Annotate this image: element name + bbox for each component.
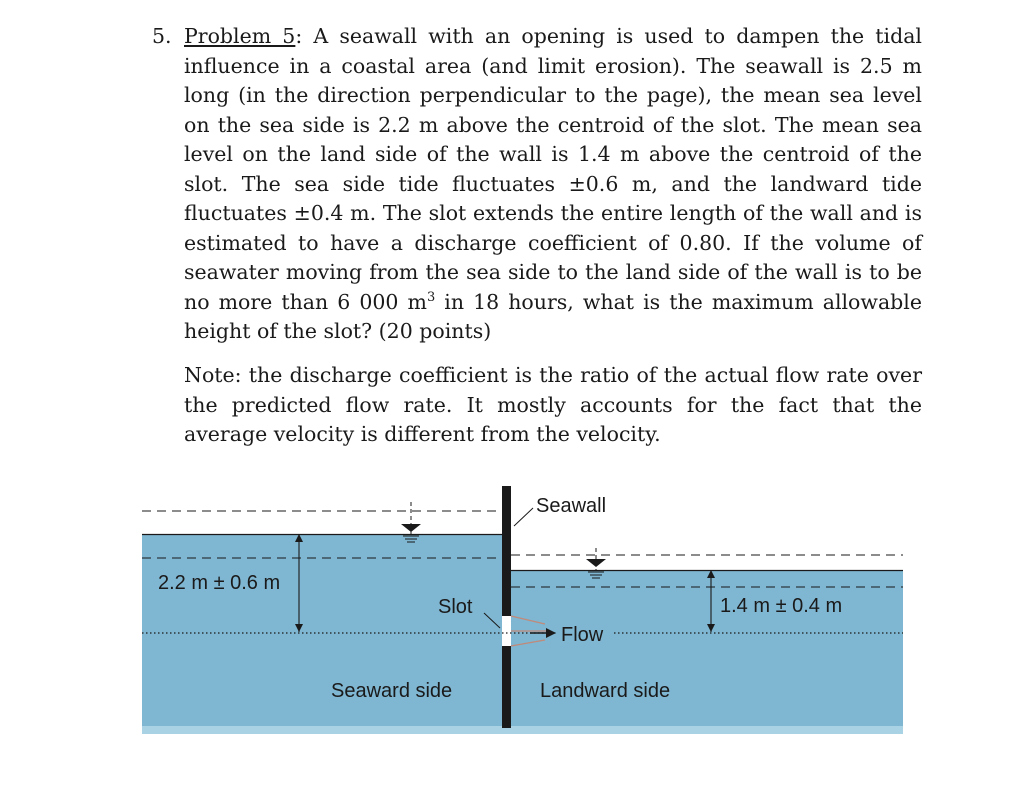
seawall-leader — [514, 508, 533, 526]
seawall-label: Seawall — [536, 495, 607, 517]
sea-level-label: 2.2 m ± 0.6 m — [158, 572, 281, 594]
seaward-side-label: Seaward side — [331, 680, 453, 702]
flow-label: Flow — [561, 624, 604, 646]
seawall-diagram — [0, 470, 1024, 770]
problem-body — [184, 22, 922, 347]
problem-5 — [152, 22, 922, 347]
note: Note: the discharge coefficient is the ratio of the actual flow rate over the predicted flow rate. It mostly accounts for the fact that the average velocity is different from the velocity. — [184, 363, 922, 446]
problem-text-end: in 18 hours, what is the maximum allowable height of the slot? (20 points) — [184, 289, 922, 343]
cubic-superscript: 3 — [426, 289, 436, 305]
landward-side-label: Landward side — [540, 680, 671, 702]
problem-heading-suffix: : — [295, 24, 303, 48]
land-level-label: 1.4 m ± 0.4 m — [720, 595, 843, 617]
seawall-lower — [502, 646, 511, 728]
problem-heading: Problem 5 — [184, 24, 296, 48]
slot-label: Slot — [438, 596, 473, 618]
problem-number: 5. — [152, 24, 172, 48]
problem-text: A seawall with an opening is used to dampen the tidal influence in a coastal area (and limit erosion). The seawall is 2.5 m long (in the direction perpendicular to the page), the mean sea level on the sea side is 2.2 m above the centroid of the slot. The mean sea level on the land side of the wall is 1.4 m above the centroid of the slot. The sea side tide fluctuates ±0.6 m, and the landward tide fluctuates ±0.4 m. The slot extends the entire length of the wall and is estimated to have a discharge coefficient of 0.80. If the volume of seawater moving from the sea side to the land side of the wall is to be no more than 6 000 m — [184, 24, 922, 314]
sea-bottom-strip — [142, 726, 903, 734]
seawall-upper — [502, 486, 511, 616]
sea-level-marker-icon — [401, 502, 421, 542]
